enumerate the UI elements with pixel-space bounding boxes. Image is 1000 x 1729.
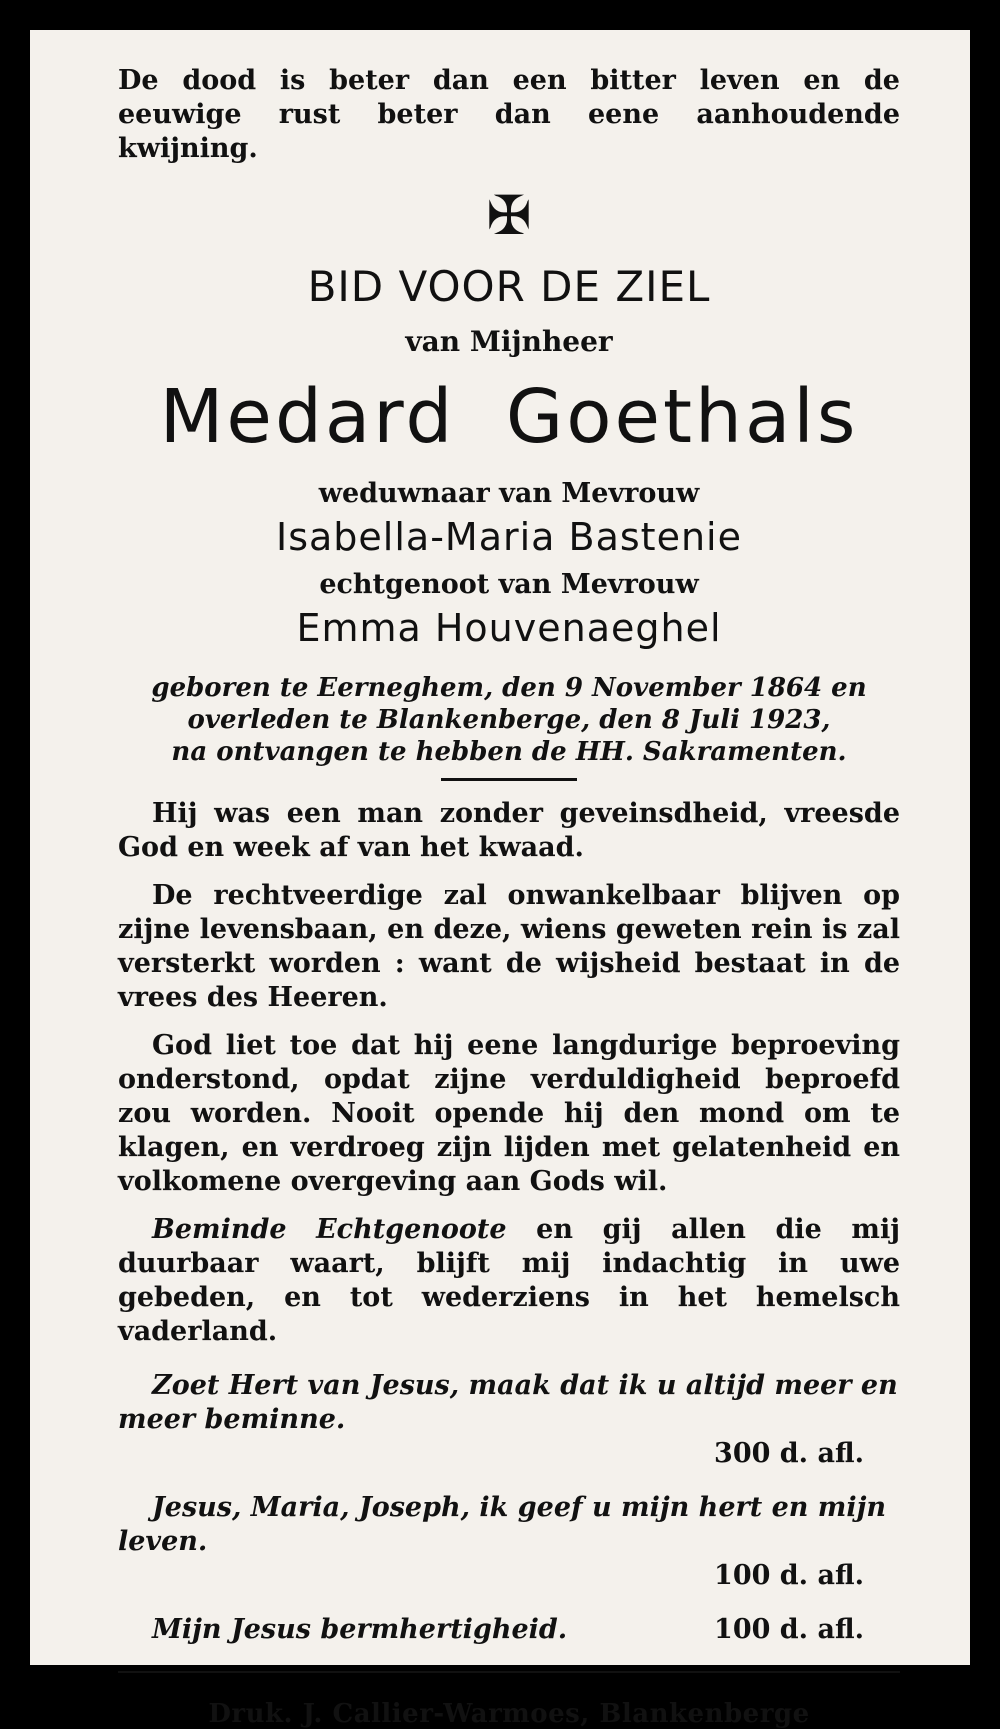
paragraph-3: God liet toe dat hij eene langdurige beproeving onderstond, opdat zijne verduldigheid beproefd zou worden. Nooit opende hij den mond om te klagen, en verdroeg zijn lijden met gelatenheid en volkomene overgeving aan Gods wil. <box>118 1030 900 1197</box>
death-line: overleden te Blankenberge, den 8 Juli 1923, <box>187 705 831 735</box>
printer-credit: Druk. J. Callier-Warmoes, Blankenberge <box>208 1699 810 1729</box>
memorial-card <box>30 30 970 1729</box>
heading: BID VOOR DE ZIEL <box>307 262 711 311</box>
farewell-addressee: Beminde Echtgenoote <box>152 1214 507 1245</box>
prayer-indulgence: 100 d. afl. <box>714 1560 864 1591</box>
farewell-paragraph <box>118 1213 900 1349</box>
prayer-text: Zoet Hert van Jesus, maak dat ik u altijd meer en meer beminne. <box>118 1370 898 1435</box>
farewell-text: en gij allen die mij duurbaar waart, blijft mij indachtig in uwe gebeden, en tot wederziens in het hemelsch vaderland. <box>118 1214 900 1347</box>
birth-line: geboren te Eerneghem, den 9 November 1864 en <box>151 673 867 703</box>
sacraments-line: na ontvangen te hebben de HH. Sakramenten. <box>171 737 847 767</box>
prayer-text: Mijn Jesus bermhertigheid. <box>152 1614 568 1645</box>
spouse-of: echtgenoot van Mevrouw <box>319 569 699 600</box>
van-mijnheer: van Mijnheer <box>405 325 613 358</box>
bottom-divider <box>118 1671 900 1673</box>
prayer-indulgence: 300 d. afl. <box>714 1438 864 1469</box>
cross-icon: ✠ <box>486 184 532 247</box>
prayer-1 <box>118 1369 900 1471</box>
prayer-2 <box>118 1491 900 1593</box>
deceased-name: Medard Goethals <box>159 374 859 460</box>
paragraph-1: Hij was een man zonder geveinsdheid, vreesde God en week af van het kwaad. <box>118 798 900 863</box>
widower-of: weduwnaar van Mevrouw <box>318 478 700 509</box>
first-wife-name: Isabella-Maria Bastenie <box>276 515 742 559</box>
prayer-text: Jesus, Maria, Joseph, ik geef u mijn hert en mijn leven. <box>118 1492 887 1557</box>
prayer-3 <box>118 1613 900 1647</box>
paragraph-2: De rechtveerdige zal onwankelbaar blijven op zijne levensbaan, en deze, wiens geweten rein is zal versterkt worden : want de wijsheid bestaat in de vrees des Heeren. <box>118 880 900 1013</box>
divider <box>441 778 577 781</box>
second-wife-name: Emma Houvenaeghel <box>296 606 722 650</box>
birth-death-dates <box>118 672 900 768</box>
epigraph: De dood is beter dan een bitter leven en de eeuwige rust beter dan eene aanhoudende kwijning. <box>118 65 900 164</box>
prayer-indulgence: 100 d. afl. <box>714 1614 864 1645</box>
